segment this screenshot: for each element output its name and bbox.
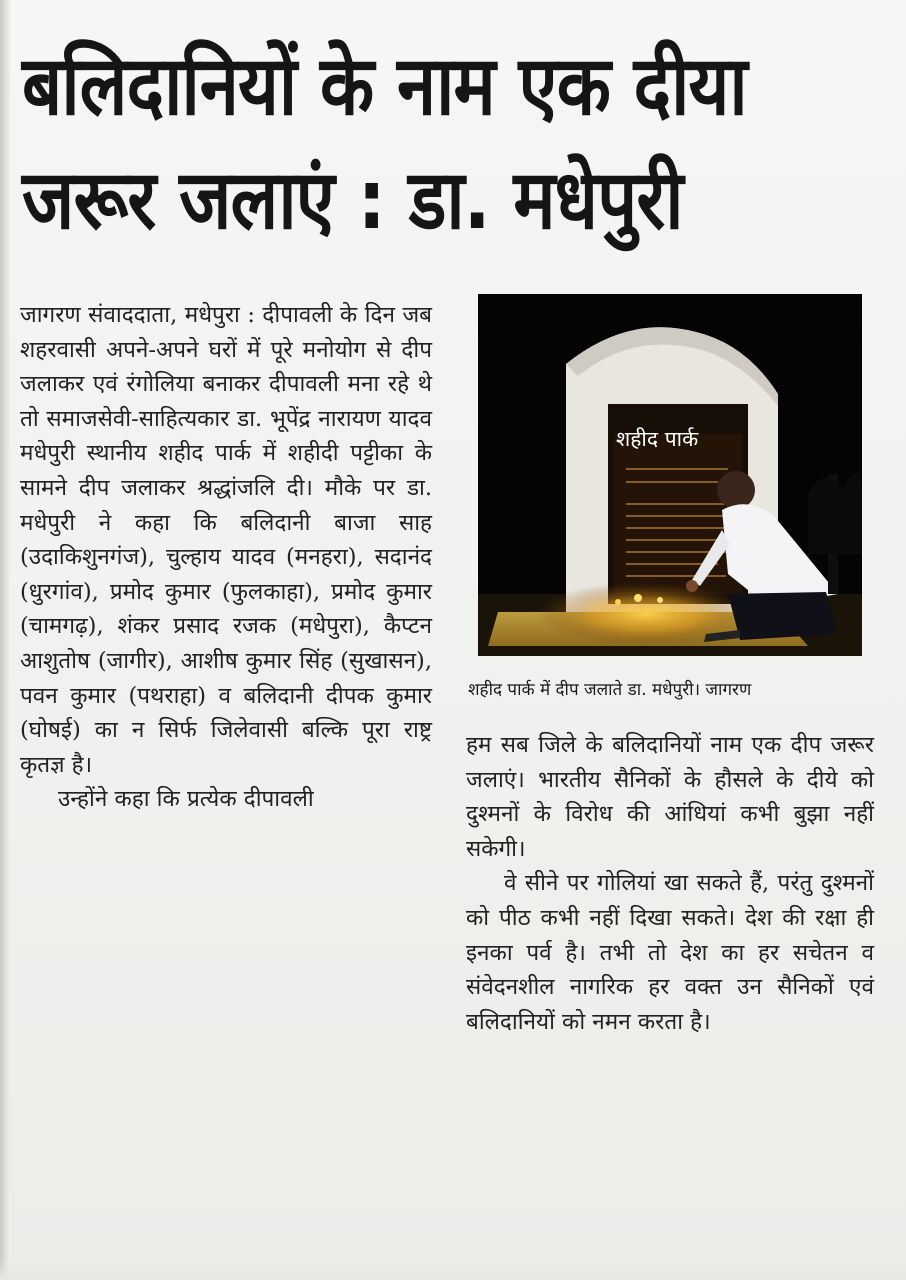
page-bottom-edge <box>0 1258 906 1280</box>
plaque-title: शहीद पार्क <box>616 427 699 451</box>
article-paragraph: उन्होंने कहा कि प्रत्येक दीपावली <box>58 786 314 813</box>
headline-line-1: बलिदानियों के नाम एक दीया <box>22 39 747 134</box>
article-left-column <box>20 298 432 817</box>
headline-line-2: जरूर जलाएं : डा. मधेपुरी <box>22 153 683 248</box>
headline <box>22 30 762 258</box>
article-right-column <box>466 728 874 1039</box>
article-paragraph: जागरण संवाददाता, मधेपुरा : दीपावली के दिन जब शहरवासी अपने-अपने घरों में पूरे मनोयोग से दीप जलाकर एवं रंगोलिया बनाकर दीपावली मना रहे थे तो समाजसेवी-साहित्यकार डा. भूपेंद्र नारायण यादव मधेपुरी स्थानीय शहीद पार्क में शहीदी पट्टीका के सामने दीप जलाकर श्रद्धांजलि दी। मौके पर डा. मधेपुरी ने कहा कि बलिदानी बाजा साह (उदाकिशुनगंज), चुल्हाय यादव (मनहरा), सदानंद (धुरगांव), प्रमोद कुमार (फुलकाहा), प्रमोद कुमार (चामगढ़), शंकर प्रसाद रजक (मधेपुरा), कैप्टन आशुतोष (जागीर), आशीष कुमार सिंह (सुखासन), पवन कुमार (पथराहा) व बलिदानी दीपक कुमार (घोषई) का न सिर्फ जिलेवासी बल्कि पूरा राष्ट्र कृतज्ञ है। <box>20 302 432 778</box>
news-photo <box>478 294 862 656</box>
photo-caption: शहीद पार्क में दीप जलाते डा. मधेपुरी। जागरण <box>468 680 752 700</box>
page-edge-shadow <box>0 0 10 1280</box>
photo-illustration <box>478 294 862 656</box>
article-paragraph: हम सब जिले के बलिदानियों नाम एक दीप जरूर जलाएं। भारतीय सैनिकों के हौसले के दीये को दुश्मनों के विरोध की आंधियां कभी बुझा नहीं सकेगी। <box>466 732 874 862</box>
article-paragraph: वे सीने पर गोलियां खा सकते हैं, परंतु दुश्मनों को पीठ कभी नहीं दिखा सकते। देश की रक्षा ही इनका पर्व है। तभी तो देश का हर सचेतन व संवेदनशील नागरिक हर वक्त उन सैनिकों एवं बलिदानियों को नमन करता है। <box>466 870 874 1035</box>
